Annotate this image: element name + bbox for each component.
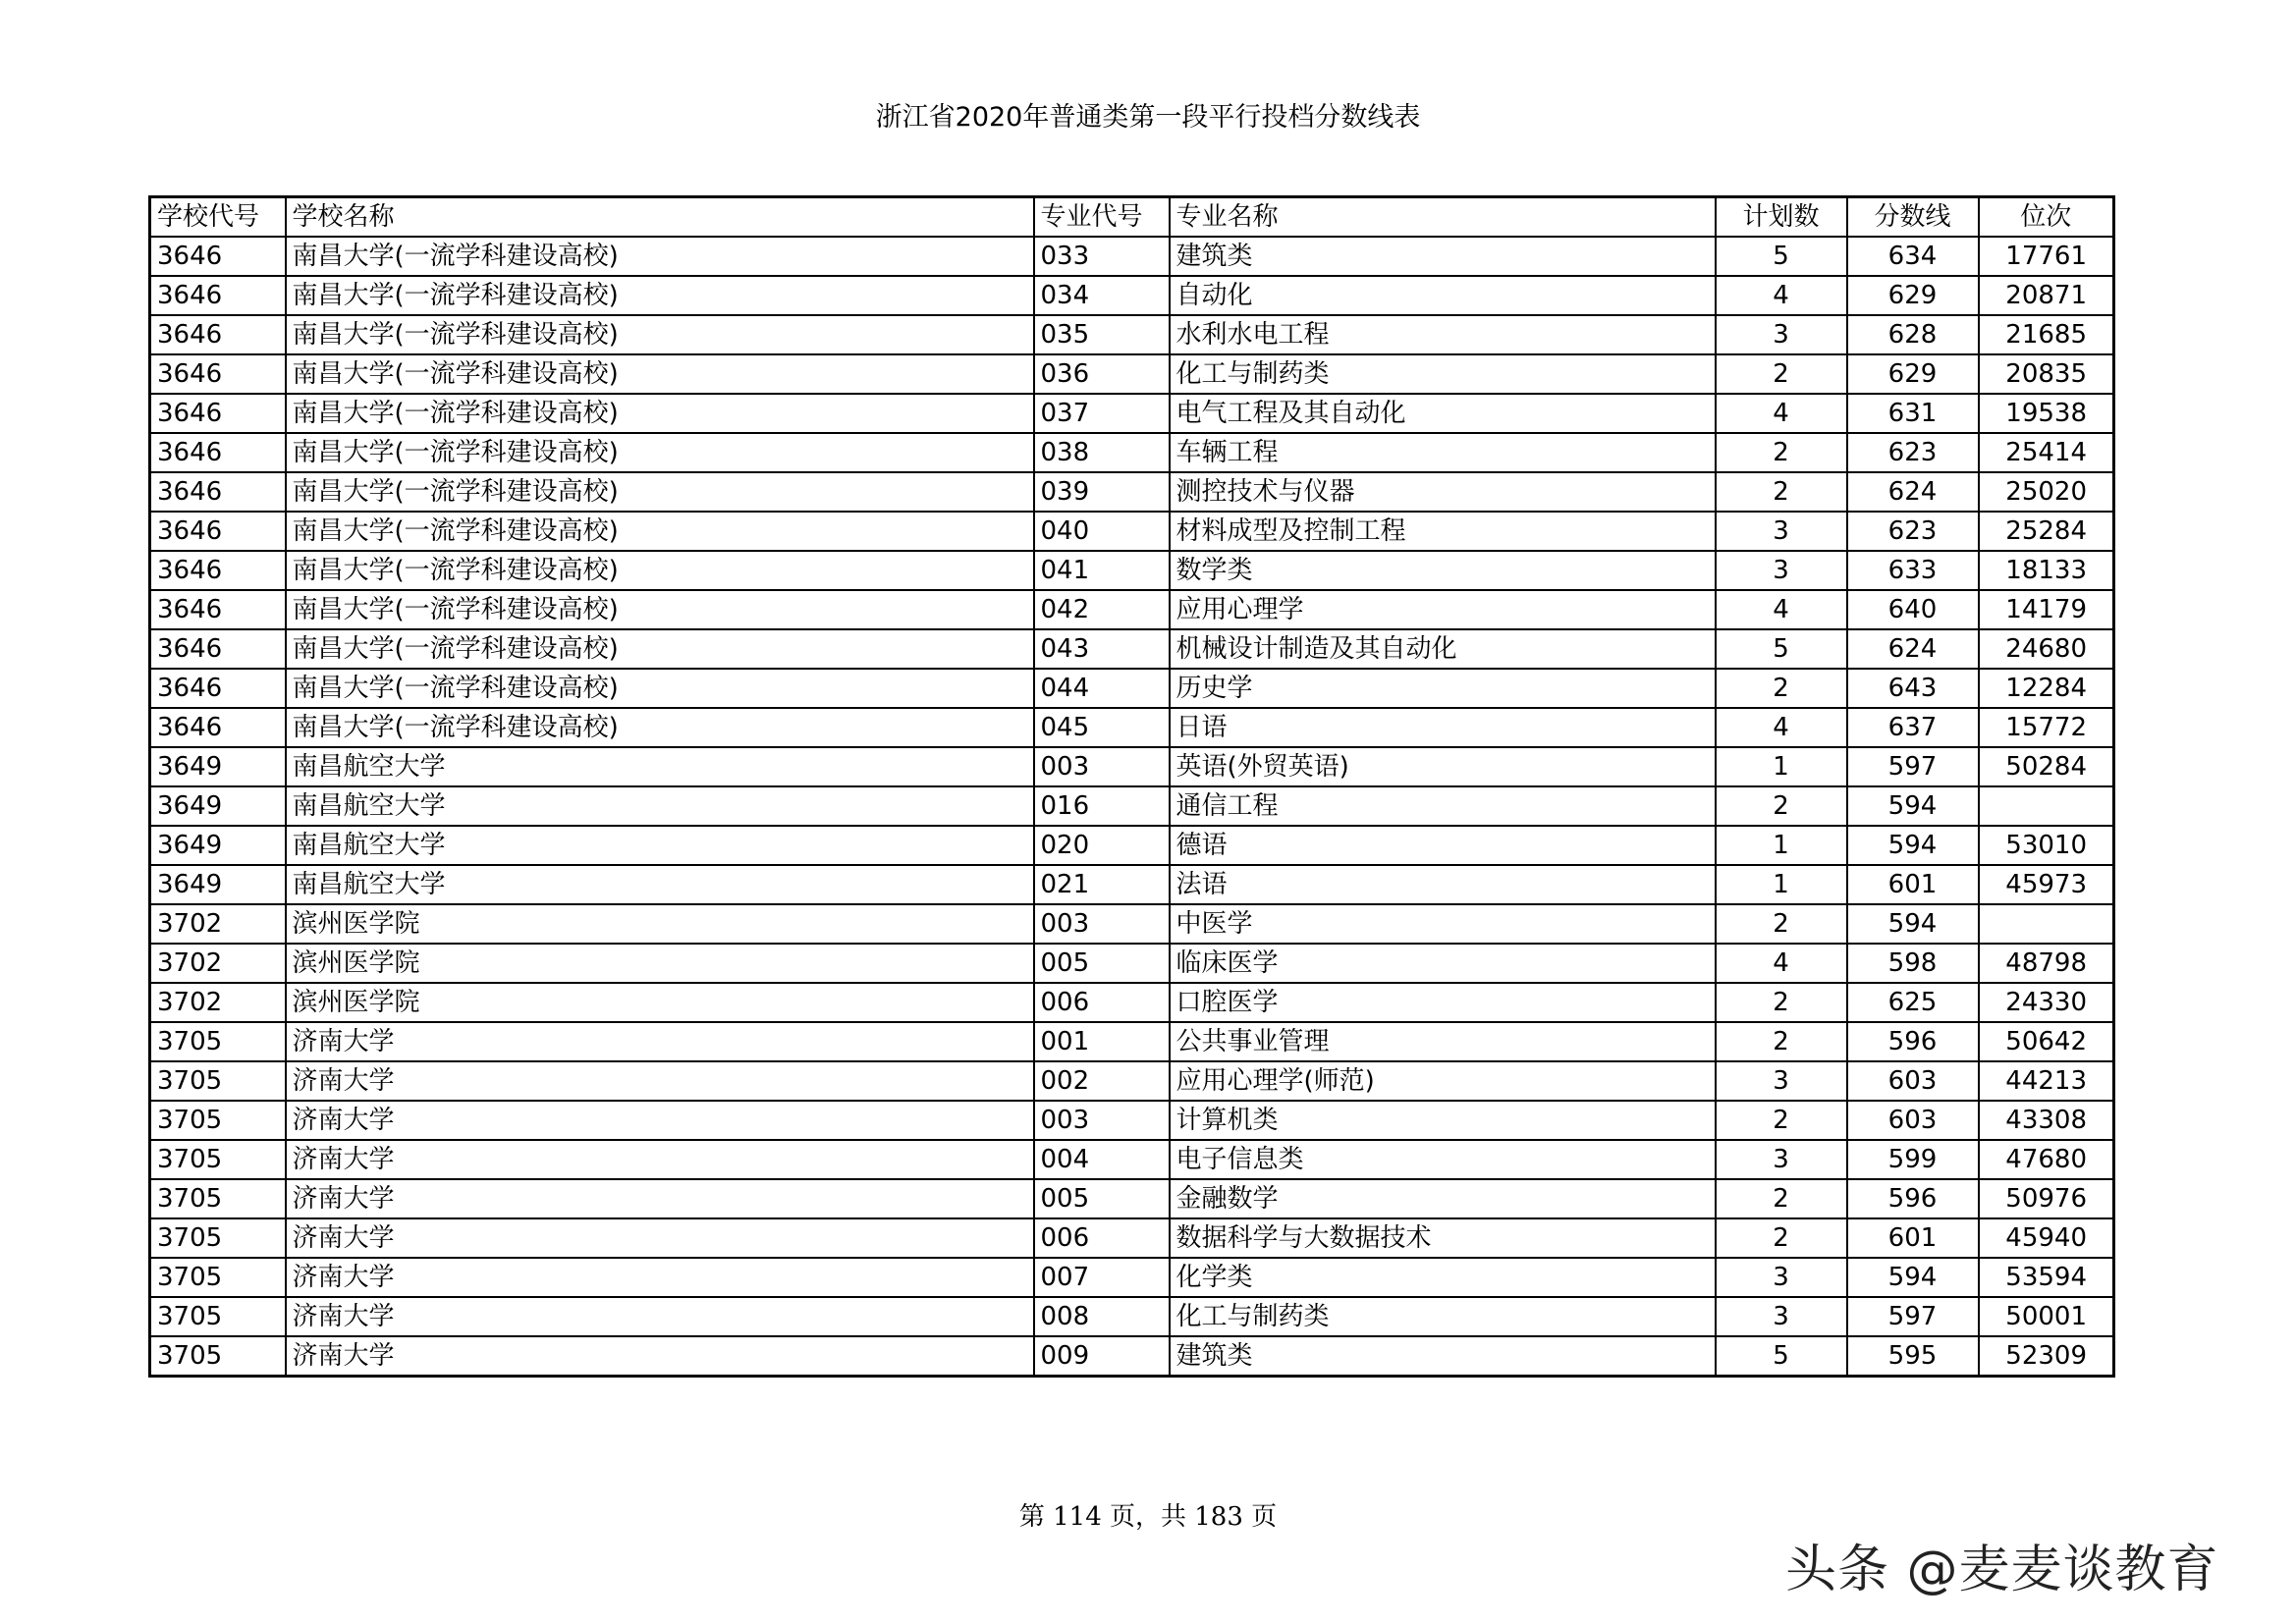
rank-cell: 50001 bbox=[1979, 1297, 2114, 1336]
plan-count-cell: 4 bbox=[1716, 276, 1847, 315]
score-line-cell: 624 bbox=[1847, 629, 1979, 669]
col-header-major-code: 专业代号 bbox=[1034, 197, 1170, 238]
school-name-cell: 南昌航空大学 bbox=[286, 865, 1034, 904]
school-name-cell: 济南大学 bbox=[286, 1336, 1034, 1377]
rank-cell: 43308 bbox=[1979, 1101, 2114, 1140]
plan-count-cell: 1 bbox=[1716, 747, 1847, 786]
major-code-cell: 007 bbox=[1034, 1258, 1170, 1297]
major-name-cell: 电气工程及其自动化 bbox=[1170, 394, 1716, 433]
watermark: 头条 @麦麦谈教育 bbox=[1785, 1541, 2219, 1599]
school-name-cell: 南昌大学(一流学科建设高校) bbox=[286, 472, 1034, 512]
rank-cell: 50284 bbox=[1979, 747, 2114, 786]
major-name-cell: 测控技术与仪器 bbox=[1170, 472, 1716, 512]
school-code-cell: 3649 bbox=[150, 747, 286, 786]
school-name-cell: 南昌大学(一流学科建设高校) bbox=[286, 276, 1034, 315]
school-code-cell: 3646 bbox=[150, 551, 286, 590]
plan-count-cell: 3 bbox=[1716, 1297, 1847, 1336]
major-code-cell: 009 bbox=[1034, 1336, 1170, 1377]
plan-count-cell: 2 bbox=[1716, 983, 1847, 1022]
school-name-cell: 南昌大学(一流学科建设高校) bbox=[286, 551, 1034, 590]
table-row bbox=[150, 786, 2114, 826]
major-code-cell: 044 bbox=[1034, 669, 1170, 708]
plan-count-cell: 5 bbox=[1716, 1336, 1847, 1377]
score-table bbox=[148, 195, 2115, 1378]
score-line-cell: 596 bbox=[1847, 1179, 1979, 1218]
rank-cell: 20871 bbox=[1979, 276, 2114, 315]
table-row bbox=[150, 865, 2114, 904]
major-code-cell: 041 bbox=[1034, 551, 1170, 590]
plan-count-cell: 1 bbox=[1716, 826, 1847, 865]
major-name-cell: 临床医学 bbox=[1170, 944, 1716, 983]
plan-count-cell: 4 bbox=[1716, 590, 1847, 629]
rank-cell: 14179 bbox=[1979, 590, 2114, 629]
major-name-cell: 化学类 bbox=[1170, 1258, 1716, 1297]
plan-count-cell: 2 bbox=[1716, 904, 1847, 944]
score-line-cell: 601 bbox=[1847, 1218, 1979, 1258]
major-name-cell: 机械设计制造及其自动化 bbox=[1170, 629, 1716, 669]
table-row bbox=[150, 551, 2114, 590]
plan-count-cell: 4 bbox=[1716, 394, 1847, 433]
school-code-cell: 3705 bbox=[150, 1179, 286, 1218]
major-code-cell: 020 bbox=[1034, 826, 1170, 865]
table-row bbox=[150, 1218, 2114, 1258]
school-name-cell: 济南大学 bbox=[286, 1061, 1034, 1101]
major-name-cell: 公共事业管理 bbox=[1170, 1022, 1716, 1061]
table-row bbox=[150, 1297, 2114, 1336]
rank-cell: 25284 bbox=[1979, 512, 2114, 551]
major-name-cell: 数据科学与大数据技术 bbox=[1170, 1218, 1716, 1258]
school-code-cell: 3702 bbox=[150, 944, 286, 983]
major-code-cell: 033 bbox=[1034, 237, 1170, 276]
school-name-cell: 济南大学 bbox=[286, 1179, 1034, 1218]
school-name-cell: 南昌大学(一流学科建设高校) bbox=[286, 394, 1034, 433]
col-header-rank: 位次 bbox=[1979, 197, 2114, 238]
plan-count-cell: 2 bbox=[1716, 472, 1847, 512]
col-header-school-name: 学校名称 bbox=[286, 197, 1034, 238]
school-name-cell: 南昌大学(一流学科建设高校) bbox=[286, 629, 1034, 669]
table-row bbox=[150, 354, 2114, 394]
major-code-cell: 006 bbox=[1034, 983, 1170, 1022]
school-code-cell: 3705 bbox=[150, 1258, 286, 1297]
table-row bbox=[150, 276, 2114, 315]
school-code-cell: 3649 bbox=[150, 826, 286, 865]
major-name-cell: 建筑类 bbox=[1170, 237, 1716, 276]
table-row bbox=[150, 669, 2114, 708]
school-code-cell: 3705 bbox=[150, 1022, 286, 1061]
score-line-cell: 599 bbox=[1847, 1140, 1979, 1179]
plan-count-cell: 2 bbox=[1716, 1218, 1847, 1258]
score-line-cell: 629 bbox=[1847, 276, 1979, 315]
school-code-cell: 3646 bbox=[150, 237, 286, 276]
major-name-cell: 中医学 bbox=[1170, 904, 1716, 944]
col-header-school-code: 学校代号 bbox=[150, 197, 286, 238]
major-code-cell: 001 bbox=[1034, 1022, 1170, 1061]
rank-cell: 24680 bbox=[1979, 629, 2114, 669]
plan-count-cell: 2 bbox=[1716, 1022, 1847, 1061]
school-code-cell: 3705 bbox=[150, 1061, 286, 1101]
major-code-cell: 040 bbox=[1034, 512, 1170, 551]
score-line-cell: 633 bbox=[1847, 551, 1979, 590]
score-line-cell: 594 bbox=[1847, 1258, 1979, 1297]
table-row bbox=[150, 983, 2114, 1022]
major-code-cell: 003 bbox=[1034, 904, 1170, 944]
table-row bbox=[150, 1061, 2114, 1101]
school-code-cell: 3705 bbox=[150, 1101, 286, 1140]
table-row bbox=[150, 315, 2114, 354]
major-name-cell: 口腔医学 bbox=[1170, 983, 1716, 1022]
major-name-cell: 日语 bbox=[1170, 708, 1716, 747]
major-code-cell: 036 bbox=[1034, 354, 1170, 394]
rank-cell: 24330 bbox=[1979, 983, 2114, 1022]
major-code-cell: 008 bbox=[1034, 1297, 1170, 1336]
major-name-cell: 历史学 bbox=[1170, 669, 1716, 708]
rank-cell: 15772 bbox=[1979, 708, 2114, 747]
score-line-cell: 597 bbox=[1847, 1297, 1979, 1336]
table-row bbox=[150, 747, 2114, 786]
plan-count-cell: 4 bbox=[1716, 944, 1847, 983]
score-line-cell: 595 bbox=[1847, 1336, 1979, 1377]
rank-cell: 19538 bbox=[1979, 394, 2114, 433]
school-code-cell: 3705 bbox=[150, 1218, 286, 1258]
rank-cell: 25020 bbox=[1979, 472, 2114, 512]
school-name-cell: 济南大学 bbox=[286, 1258, 1034, 1297]
major-name-cell: 英语(外贸英语) bbox=[1170, 747, 1716, 786]
table-row bbox=[150, 1101, 2114, 1140]
score-line-cell: 598 bbox=[1847, 944, 1979, 983]
table-row bbox=[150, 237, 2114, 276]
table-row bbox=[150, 826, 2114, 865]
major-code-cell: 006 bbox=[1034, 1218, 1170, 1258]
school-name-cell: 南昌航空大学 bbox=[286, 786, 1034, 826]
page-number: 第 114 页，共 183 页 bbox=[1018, 1502, 1278, 1532]
major-name-cell: 法语 bbox=[1170, 865, 1716, 904]
school-name-cell: 滨州医学院 bbox=[286, 944, 1034, 983]
major-code-cell: 005 bbox=[1034, 944, 1170, 983]
school-code-cell: 3702 bbox=[150, 983, 286, 1022]
major-code-cell: 016 bbox=[1034, 786, 1170, 826]
major-code-cell: 035 bbox=[1034, 315, 1170, 354]
school-name-cell: 南昌大学(一流学科建设高校) bbox=[286, 433, 1034, 472]
table-row bbox=[150, 904, 2114, 944]
plan-count-cell: 3 bbox=[1716, 1140, 1847, 1179]
major-code-cell: 037 bbox=[1034, 394, 1170, 433]
school-code-cell: 3646 bbox=[150, 315, 286, 354]
rank-cell: 48798 bbox=[1979, 944, 2114, 983]
major-name-cell: 数学类 bbox=[1170, 551, 1716, 590]
score-line-cell: 623 bbox=[1847, 512, 1979, 551]
plan-count-cell: 4 bbox=[1716, 708, 1847, 747]
score-line-cell: 601 bbox=[1847, 865, 1979, 904]
plan-count-cell: 3 bbox=[1716, 551, 1847, 590]
major-code-cell: 005 bbox=[1034, 1179, 1170, 1218]
score-line-cell: 603 bbox=[1847, 1061, 1979, 1101]
major-name-cell: 通信工程 bbox=[1170, 786, 1716, 826]
table-row bbox=[150, 512, 2114, 551]
score-line-cell: 629 bbox=[1847, 354, 1979, 394]
score-line-cell: 594 bbox=[1847, 826, 1979, 865]
score-line-cell: 625 bbox=[1847, 983, 1979, 1022]
table-body bbox=[150, 237, 2114, 1377]
score-line-cell: 603 bbox=[1847, 1101, 1979, 1140]
school-name-cell: 滨州医学院 bbox=[286, 904, 1034, 944]
plan-count-cell: 3 bbox=[1716, 315, 1847, 354]
school-name-cell: 南昌大学(一流学科建设高校) bbox=[286, 512, 1034, 551]
table-row bbox=[150, 1140, 2114, 1179]
score-line-cell: 596 bbox=[1847, 1022, 1979, 1061]
major-name-cell: 材料成型及控制工程 bbox=[1170, 512, 1716, 551]
school-code-cell: 3646 bbox=[150, 590, 286, 629]
rank-cell: 44213 bbox=[1979, 1061, 2114, 1101]
plan-count-cell: 2 bbox=[1716, 786, 1847, 826]
school-code-cell: 3646 bbox=[150, 354, 286, 394]
table-row bbox=[150, 1179, 2114, 1218]
school-code-cell: 3702 bbox=[150, 904, 286, 944]
col-header-plan-count: 计划数 bbox=[1716, 197, 1847, 238]
rank-cell bbox=[1979, 786, 2114, 826]
school-code-cell: 3646 bbox=[150, 629, 286, 669]
table-row bbox=[150, 1336, 2114, 1377]
plan-count-cell: 2 bbox=[1716, 669, 1847, 708]
school-code-cell: 3705 bbox=[150, 1297, 286, 1336]
school-code-cell: 3646 bbox=[150, 276, 286, 315]
score-line-cell: 623 bbox=[1847, 433, 1979, 472]
major-name-cell: 车辆工程 bbox=[1170, 433, 1716, 472]
school-name-cell: 南昌大学(一流学科建设高校) bbox=[286, 669, 1034, 708]
rank-cell bbox=[1979, 904, 2114, 944]
score-line-cell: 597 bbox=[1847, 747, 1979, 786]
plan-count-cell: 3 bbox=[1716, 512, 1847, 551]
major-code-cell: 021 bbox=[1034, 865, 1170, 904]
major-name-cell: 自动化 bbox=[1170, 276, 1716, 315]
col-header-score-line: 分数线 bbox=[1847, 197, 1979, 238]
plan-count-cell: 1 bbox=[1716, 865, 1847, 904]
major-code-cell: 003 bbox=[1034, 747, 1170, 786]
school-name-cell: 济南大学 bbox=[286, 1297, 1034, 1336]
school-code-cell: 3705 bbox=[150, 1140, 286, 1179]
school-code-cell: 3646 bbox=[150, 433, 286, 472]
major-code-cell: 002 bbox=[1034, 1061, 1170, 1101]
rank-cell: 12284 bbox=[1979, 669, 2114, 708]
rank-cell: 53594 bbox=[1979, 1258, 2114, 1297]
major-name-cell: 化工与制药类 bbox=[1170, 1297, 1716, 1336]
rank-cell: 52309 bbox=[1979, 1336, 2114, 1377]
major-name-cell: 金融数学 bbox=[1170, 1179, 1716, 1218]
major-code-cell: 045 bbox=[1034, 708, 1170, 747]
table-row bbox=[150, 590, 2114, 629]
plan-count-cell: 5 bbox=[1716, 237, 1847, 276]
school-code-cell: 3646 bbox=[150, 472, 286, 512]
rank-cell: 50642 bbox=[1979, 1022, 2114, 1061]
rank-cell: 25414 bbox=[1979, 433, 2114, 472]
school-name-cell: 济南大学 bbox=[286, 1101, 1034, 1140]
major-code-cell: 003 bbox=[1034, 1101, 1170, 1140]
rank-cell: 50976 bbox=[1979, 1179, 2114, 1218]
table-row bbox=[150, 472, 2114, 512]
table-row bbox=[150, 944, 2114, 983]
score-line-cell: 631 bbox=[1847, 394, 1979, 433]
major-code-cell: 004 bbox=[1034, 1140, 1170, 1179]
col-header-major-name: 专业名称 bbox=[1170, 197, 1716, 238]
rank-cell: 20835 bbox=[1979, 354, 2114, 394]
score-line-cell: 628 bbox=[1847, 315, 1979, 354]
score-line-cell: 594 bbox=[1847, 904, 1979, 944]
major-code-cell: 043 bbox=[1034, 629, 1170, 669]
plan-count-cell: 2 bbox=[1716, 433, 1847, 472]
plan-count-cell: 2 bbox=[1716, 354, 1847, 394]
school-code-cell: 3649 bbox=[150, 786, 286, 826]
table-row bbox=[150, 1258, 2114, 1297]
score-line-cell: 637 bbox=[1847, 708, 1979, 747]
score-line-cell: 594 bbox=[1847, 786, 1979, 826]
major-name-cell: 化工与制药类 bbox=[1170, 354, 1716, 394]
score-line-cell: 634 bbox=[1847, 237, 1979, 276]
school-code-cell: 3646 bbox=[150, 708, 286, 747]
major-code-cell: 034 bbox=[1034, 276, 1170, 315]
table-header-row bbox=[150, 197, 2114, 238]
school-name-cell: 南昌大学(一流学科建设高校) bbox=[286, 237, 1034, 276]
major-name-cell: 水利水电工程 bbox=[1170, 315, 1716, 354]
school-name-cell: 南昌大学(一流学科建设高校) bbox=[286, 590, 1034, 629]
table-row bbox=[150, 433, 2114, 472]
rank-cell: 21685 bbox=[1979, 315, 2114, 354]
major-name-cell: 建筑类 bbox=[1170, 1336, 1716, 1377]
school-name-cell: 南昌大学(一流学科建设高校) bbox=[286, 708, 1034, 747]
plan-count-cell: 3 bbox=[1716, 1258, 1847, 1297]
school-code-cell: 3649 bbox=[150, 865, 286, 904]
table-row bbox=[150, 708, 2114, 747]
plan-count-cell: 3 bbox=[1716, 1061, 1847, 1101]
major-name-cell: 计算机类 bbox=[1170, 1101, 1716, 1140]
school-name-cell: 南昌大学(一流学科建设高校) bbox=[286, 315, 1034, 354]
rank-cell: 45940 bbox=[1979, 1218, 2114, 1258]
rank-cell: 45973 bbox=[1979, 865, 2114, 904]
score-line-cell: 643 bbox=[1847, 669, 1979, 708]
school-code-cell: 3646 bbox=[150, 512, 286, 551]
table-row bbox=[150, 629, 2114, 669]
major-code-cell: 039 bbox=[1034, 472, 1170, 512]
school-code-cell: 3705 bbox=[150, 1336, 286, 1377]
school-name-cell: 济南大学 bbox=[286, 1218, 1034, 1258]
rank-cell: 53010 bbox=[1979, 826, 2114, 865]
major-code-cell: 038 bbox=[1034, 433, 1170, 472]
school-name-cell: 南昌航空大学 bbox=[286, 826, 1034, 865]
score-line-cell: 640 bbox=[1847, 590, 1979, 629]
page-title: 浙江省2020年普通类第一段平行投档分数线表 bbox=[875, 102, 1421, 133]
major-name-cell: 德语 bbox=[1170, 826, 1716, 865]
school-name-cell: 南昌大学(一流学科建设高校) bbox=[286, 354, 1034, 394]
plan-count-cell: 5 bbox=[1716, 629, 1847, 669]
school-name-cell: 南昌航空大学 bbox=[286, 747, 1034, 786]
plan-count-cell: 2 bbox=[1716, 1179, 1847, 1218]
major-code-cell: 042 bbox=[1034, 590, 1170, 629]
score-line-cell: 624 bbox=[1847, 472, 1979, 512]
rank-cell: 17761 bbox=[1979, 237, 2114, 276]
table-row bbox=[150, 1022, 2114, 1061]
school-code-cell: 3646 bbox=[150, 669, 286, 708]
table-row bbox=[150, 394, 2114, 433]
major-name-cell: 电子信息类 bbox=[1170, 1140, 1716, 1179]
school-code-cell: 3646 bbox=[150, 394, 286, 433]
school-name-cell: 济南大学 bbox=[286, 1022, 1034, 1061]
school-name-cell: 济南大学 bbox=[286, 1140, 1034, 1179]
major-name-cell: 应用心理学 bbox=[1170, 590, 1716, 629]
rank-cell: 18133 bbox=[1979, 551, 2114, 590]
rank-cell: 47680 bbox=[1979, 1140, 2114, 1179]
school-name-cell: 滨州医学院 bbox=[286, 983, 1034, 1022]
plan-count-cell: 2 bbox=[1716, 1101, 1847, 1140]
major-name-cell: 应用心理学(师范) bbox=[1170, 1061, 1716, 1101]
